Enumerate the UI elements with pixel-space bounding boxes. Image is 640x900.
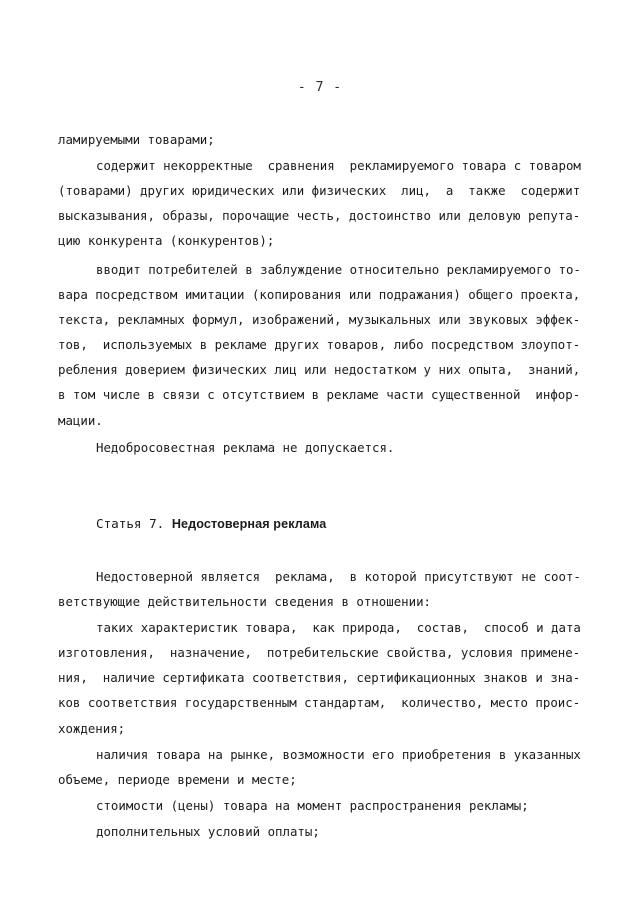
paragraph-line: изготовления, назначение, потребительские свойства, условия примене- — [58, 645, 581, 660]
paragraph-line: вара посредством имитации (копирования или подражания) общего проекта, — [58, 287, 581, 302]
paragraph-line: текста, рекламных формул, изображений, музыкальных или звуковых эффек- — [58, 312, 581, 327]
paragraph-line: мации. — [58, 413, 103, 428]
paragraph-line: содержит некорректные сравнения рекламируемого товара с товаром — [96, 158, 581, 173]
paragraph-line: объеме, периоде времени и месте; — [58, 772, 297, 787]
paragraph-line: ребления доверием физических лиц или недостатком у них опыта, знаний, — [58, 362, 581, 377]
paragraph-line: стоимости (цены) товара на момент распространения рекламы; — [96, 798, 529, 813]
paragraph-line: дополнительных условий оплаты; — [96, 824, 320, 839]
article-label: Статья 7. — [96, 516, 165, 531]
page-number: - 7 - — [297, 80, 343, 95]
paragraph-line: наличия товара на рынке, возможности его приобретения в указанных — [96, 747, 581, 762]
paragraph-line: вводит потребителей в заблуждение относительно рекламируемого то- — [96, 262, 581, 277]
paragraph-line: хождения; — [58, 721, 126, 736]
paragraph-line: цию конкурента (конкурентов); — [58, 233, 275, 248]
paragraph-line: ков соответствия государственным стандартам, количество, место проис- — [58, 695, 581, 710]
paragraph-line: ламируемыми товарами; — [58, 132, 215, 147]
paragraph-line: Недостоверной является реклама, в которой присутствуют не соот- — [96, 569, 581, 584]
paragraph-line: высказывания, образы, порочащие честь, достоинство или деловую репута- — [58, 208, 581, 223]
paragraph-line: ветствующие действительности сведения в отношении: — [58, 594, 431, 609]
paragraph-line: Недобросовестная реклама не допускается. — [96, 440, 395, 455]
paragraph-line: ния, наличие сертификата соответствия, сертификационных знаков и зна- — [58, 670, 581, 685]
paragraph-line: в том числе в связи с отсутствием в рекламе части существенной инфор- — [58, 387, 581, 402]
paragraph-line: таких характеристик товара, как природа, состав, способ и дата — [96, 620, 581, 635]
paragraph-line: (товарами) других юридических или физических лиц, а также содержит — [58, 183, 581, 198]
article-heading — [96, 515, 326, 533]
article-title: Недостоверная реклама — [171, 517, 327, 531]
paragraph-line: тов, используемых в рекламе других товаров, либо посредством злоупот- — [58, 337, 581, 352]
